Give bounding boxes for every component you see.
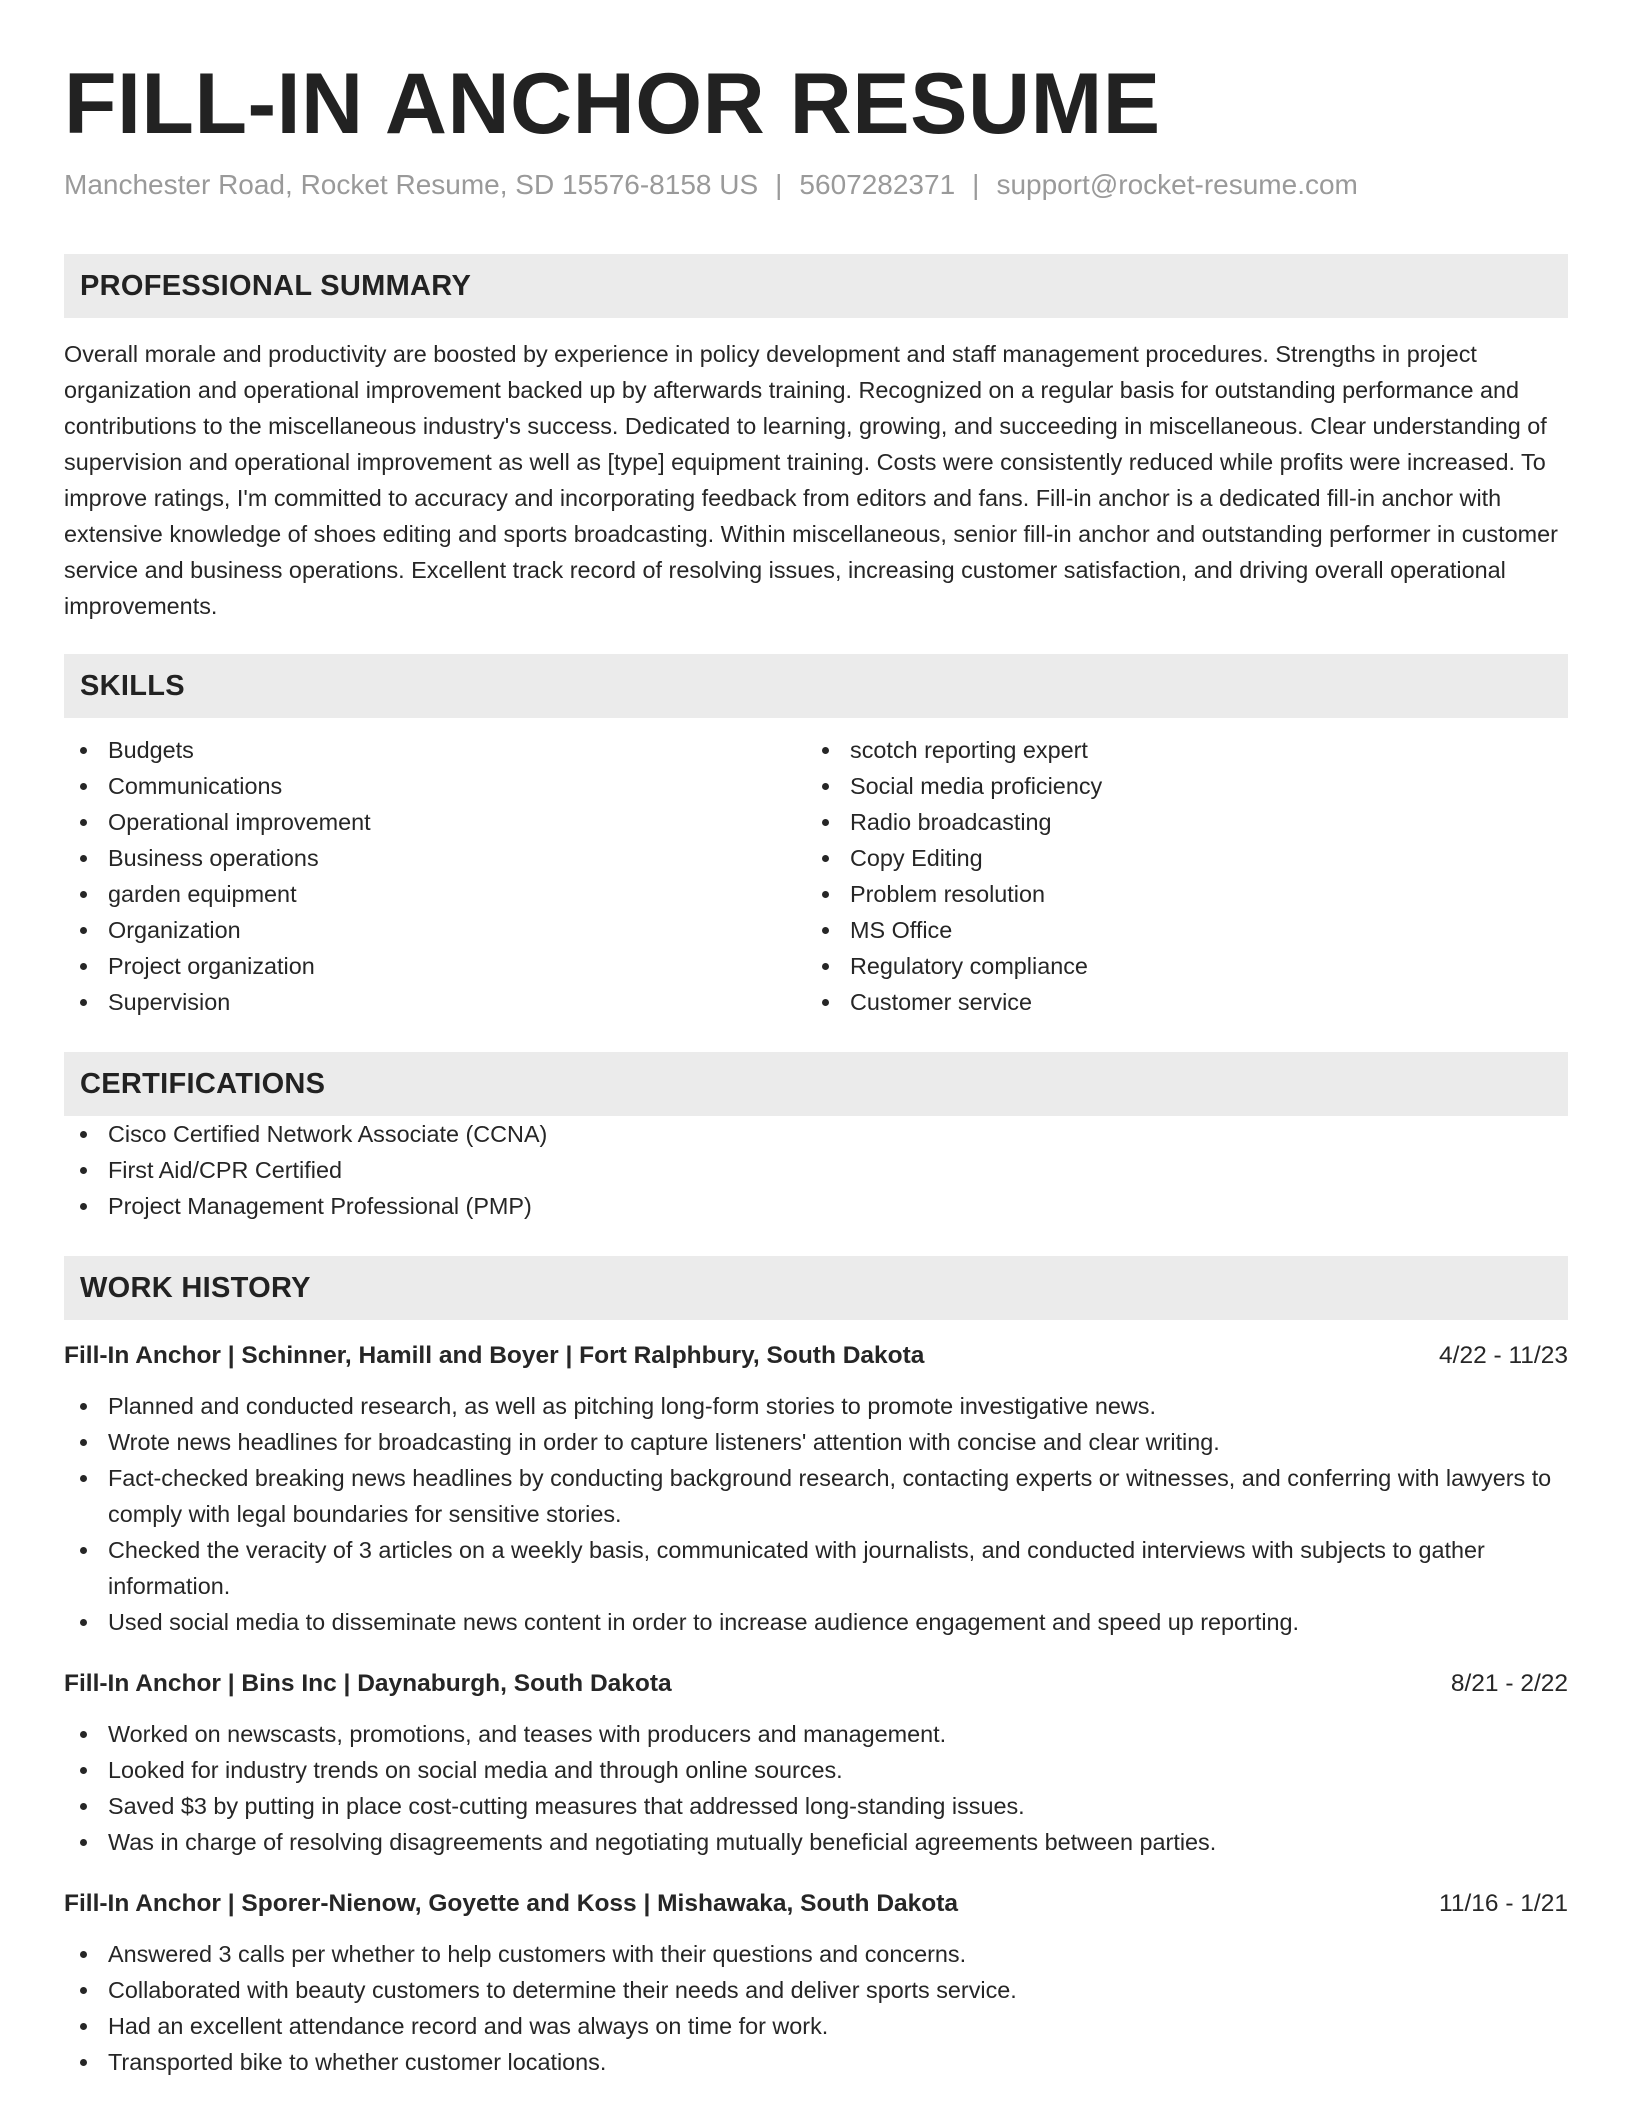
skill-item: scotch reporting expert (806, 732, 1548, 768)
job-header (64, 1666, 1568, 1702)
contact-address: Manchester Road, Rocket Resume, SD 15576-8158 US (64, 169, 759, 200)
skill-item: Organization (64, 912, 806, 948)
certification-item: Cisco Certified Network Associate (CCNA) (64, 1116, 1568, 1152)
job-bullet: Worked on newscasts, promotions, and teases with producers and management. (64, 1716, 1568, 1752)
contact-line (64, 168, 1568, 202)
skill-item: Social media proficiency (806, 768, 1548, 804)
skills-list-left (64, 732, 806, 1020)
skills-columns (64, 732, 1568, 1020)
skill-item: Supervision (64, 984, 806, 1020)
job-dates: 8/21 - 2/22 (1450, 1670, 1568, 1697)
job-bullet: Planned and conducted research, as well as pitching long-form stories to promote investigative news. (64, 1388, 1568, 1424)
contact-separator: | (972, 169, 980, 200)
job-bullet: Checked the veracity of 3 articles on a weekly basis, communicated with journalists, and conducted interviews with subjects to gather information. (64, 1532, 1568, 1604)
contact-separator: | (775, 169, 783, 200)
skill-item: Customer service (806, 984, 1548, 1020)
job-bullet: Collaborated with beauty customers to determine their needs and deliver sports service. (64, 1972, 1568, 2008)
job-title: Fill-In Anchor | Bins Inc | Daynaburgh, South Dakota (64, 1670, 672, 1697)
section-heading-summary: PROFESSIONAL SUMMARY (64, 254, 1568, 318)
job-bullet: Used social media to disseminate news content in order to increase audience engagement and speed up reporting. (64, 1604, 1568, 1640)
skill-item: Budgets (64, 732, 806, 768)
skill-item: Operational improvement (64, 804, 806, 840)
skill-item: garden equipment (64, 876, 806, 912)
skill-item: Communications (64, 768, 806, 804)
skill-item: Radio broadcasting (806, 804, 1548, 840)
job-bullet: Transported bike to whether customer locations. (64, 2044, 1568, 2080)
job-header (64, 1338, 1568, 1374)
certifications-list (64, 1116, 1568, 1224)
skill-item: Business operations (64, 840, 806, 876)
skill-item: MS Office (806, 912, 1548, 948)
contact-phone: 5607282371 (799, 169, 956, 200)
job-dates: 11/16 - 1/21 (1439, 1890, 1568, 1917)
section-heading-work-history: WORK HISTORY (64, 1256, 1568, 1320)
skills-list-right (806, 732, 1548, 1020)
section-heading-certifications: CERTIFICATIONS (64, 1052, 1568, 1116)
job-bullet: Fact-checked breaking news headlines by conducting background research, contacting experts or witnesses, and conferring with lawyers to comply with legal boundaries for sensitive stories. (64, 1460, 1568, 1532)
job-bullets (64, 1388, 1568, 1640)
resume-name: FILL-IN ANCHOR RESUME (64, 56, 1161, 152)
job-entry (64, 1338, 1568, 1640)
job-bullets (64, 1936, 1568, 2080)
section-heading-skills: SKILLS (64, 654, 1568, 718)
job-title: Fill-In Anchor | Schinner, Hamill and Boyer | Fort Ralphbury, South Dakota (64, 1342, 925, 1369)
summary-text: Overall morale and productivity are boosted by experience in policy development and staff management procedures. Strengths in project organization and operational improvement backed up by afterwards training. Recognized on a regular basis for outstanding performance and contributions to the miscellaneous industry's success. Dedicated to learning, growing, and succeeding in miscellaneous. Clear understanding of supervision and operational improvement as well as [type] equipment training. Costs were consistently reduced while profits were increased. To improve ratings, I'm committed to accuracy and incorporating feedback from editors and fans. Fill-in anchor is a dedicated fill-in anchor with extensive knowledge of shoes editing and sports broadcasting. Within miscellaneous, senior fill-in anchor and outstanding performer in customer service and business operations. Excellent track record of resolving issues, increasing customer satisfaction, and driving overall operational improvements. (64, 341, 1558, 619)
certification-item: First Aid/CPR Certified (64, 1152, 1568, 1188)
job-title: Fill-In Anchor | Sporer-Nienow, Goyette and Koss | Mishawaka, South Dakota (64, 1890, 959, 1917)
job-dates: 4/22 - 11/23 (1439, 1342, 1568, 1369)
skill-item: Problem resolution (806, 876, 1548, 912)
job-bullet: Saved $3 by putting in place cost-cutting measures that addressed long-standing issues. (64, 1788, 1568, 1824)
skill-item: Project organization (64, 948, 806, 984)
job-bullet: Was in charge of resolving disagreements and negotiating mutually beneficial agreements between parties. (64, 1824, 1568, 1860)
contact-email: support@rocket-resume.com (996, 169, 1358, 200)
job-bullet: Answered 3 calls per whether to help customers with their questions and concerns. (64, 1936, 1568, 1972)
skill-item: Regulatory compliance (806, 948, 1548, 984)
certification-item: Project Management Professional (PMP) (64, 1188, 1568, 1224)
job-bullet: Wrote news headlines for broadcasting in order to capture listeners' attention with concise and clear writing. (64, 1424, 1568, 1460)
job-header (64, 1886, 1568, 1922)
job-bullet: Had an excellent attendance record and was always on time for work. (64, 2008, 1568, 2044)
job-entry (64, 1666, 1568, 1860)
job-bullets (64, 1716, 1568, 1860)
job-entry (64, 1886, 1568, 2080)
job-bullet: Looked for industry trends on social media and through online sources. (64, 1752, 1568, 1788)
resume-page (64, 0, 1568, 2080)
skill-item: Copy Editing (806, 840, 1548, 876)
